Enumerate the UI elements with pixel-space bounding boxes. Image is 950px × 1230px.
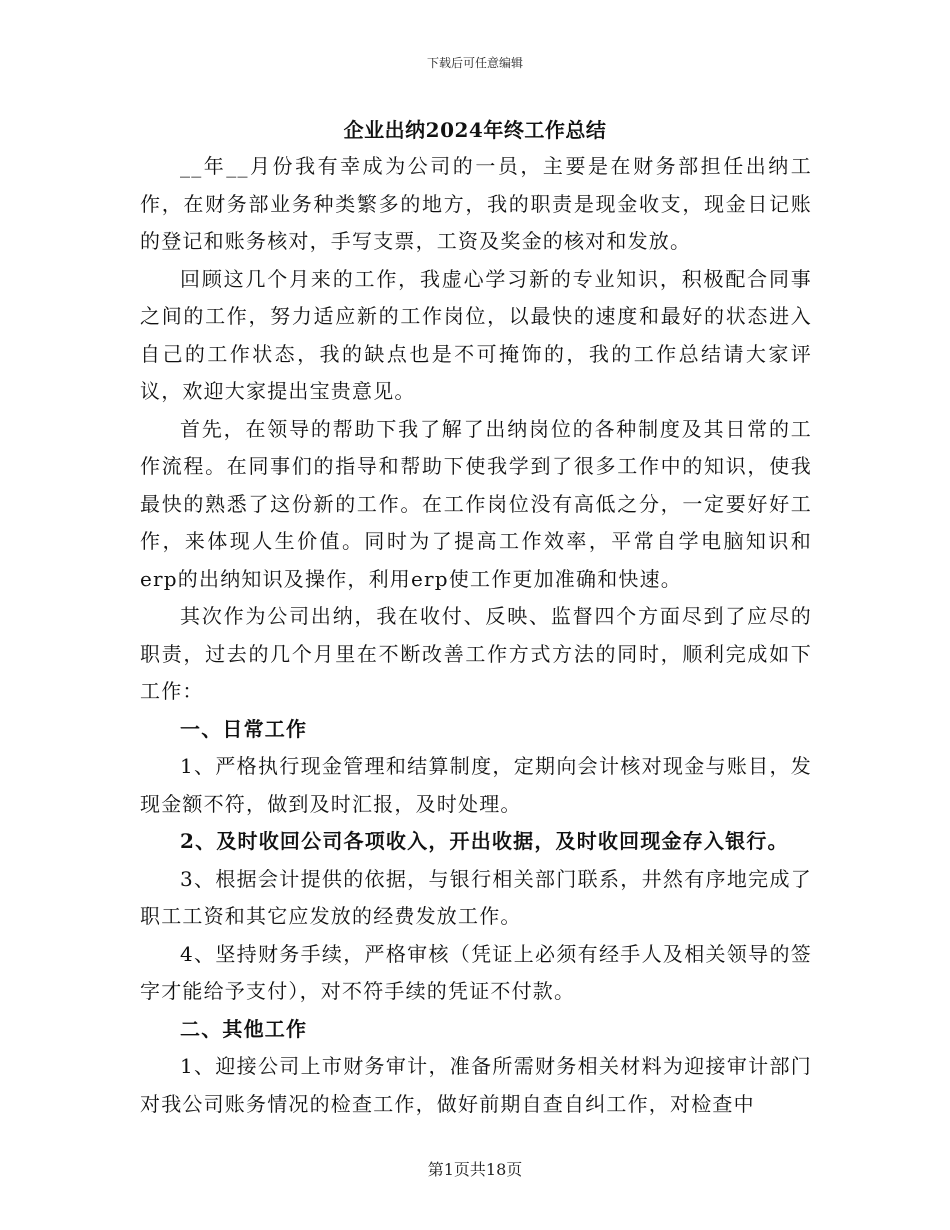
paragraph-review: 回顾这几个月来的工作，我虚心学习新的专业知识，积极配合同事之间的工作，努力适应新的工作岗位，以最快的速度和最好的状态进入自己的工作状态，我的缺点也是不可掩饰的，我的工作总结请大家评议，欢迎大家提出宝贵意见。 bbox=[140, 266, 812, 403]
list-item: 2、及时收回公司各项收入，开出收据，及时收回现金存入银行。 bbox=[180, 829, 789, 853]
page-number-footer: 第1页共18页 bbox=[427, 1160, 523, 1179]
paragraph-first: 首先，在领导的帮助下我了解了出纳岗位的各种制度及其日常的工作流程。在同事们的指导和帮助下使我学到了很多工作中的知识，使我最快的熟悉了这份新的工作。在工作岗位没有高低之分，一定要好好工作，来体现人生价值。同时为了提高工作效率，平常自学电脑知识和erp的出纳知识及操作，利用erp使工作更加准确和快速。 bbox=[140, 416, 812, 591]
section-heading-daily-work: 一、日常工作 bbox=[180, 716, 308, 741]
list-item: 4、坚持财务手续，严格审核（凭证上必须有经手人及相关领导的签字才能给予支付），对不符手续的凭证不付款。 bbox=[140, 941, 812, 1003]
list-item: 1、迎接公司上市财务审计，准备所需财务相关材料为迎接审计部门对我公司账务情况的检查工作，做好前期自查自纠工作，对检查中 bbox=[140, 1054, 812, 1116]
section-heading-other-work: 二、其他工作 bbox=[180, 1016, 308, 1041]
header-note: 下载后可任意编辑 bbox=[426, 56, 523, 70]
paragraph-second: 其次作为公司出纳，我在收付、反映、监督四个方面尽到了应尽的职责，过去的几个月里在不断改善工作方式方法的同时，顺利完成如下工作： bbox=[140, 604, 812, 703]
document-body bbox=[140, 148, 812, 1123]
list-item: 1、严格执行现金管理和结算制度，定期向会计核对现金与账目，发现金额不符，做到及时汇报，及时处理。 bbox=[140, 754, 812, 816]
paragraph-intro: __年__月份我有幸成为公司的一员，主要是在财务部担任出纳工作，在财务部业务种类繁多的地方，我的职责是现金收支，现金日记账的登记和账务核对，手写支票，工资及奖金的核对和发放。 bbox=[140, 154, 812, 253]
document-title: 企业出纳2024年终工作总结 bbox=[343, 118, 607, 142]
list-item: 3、根据会计提供的依据，与银行相关部门联系，井然有序地完成了职工工资和其它应发放的经费发放工作。 bbox=[140, 866, 812, 928]
